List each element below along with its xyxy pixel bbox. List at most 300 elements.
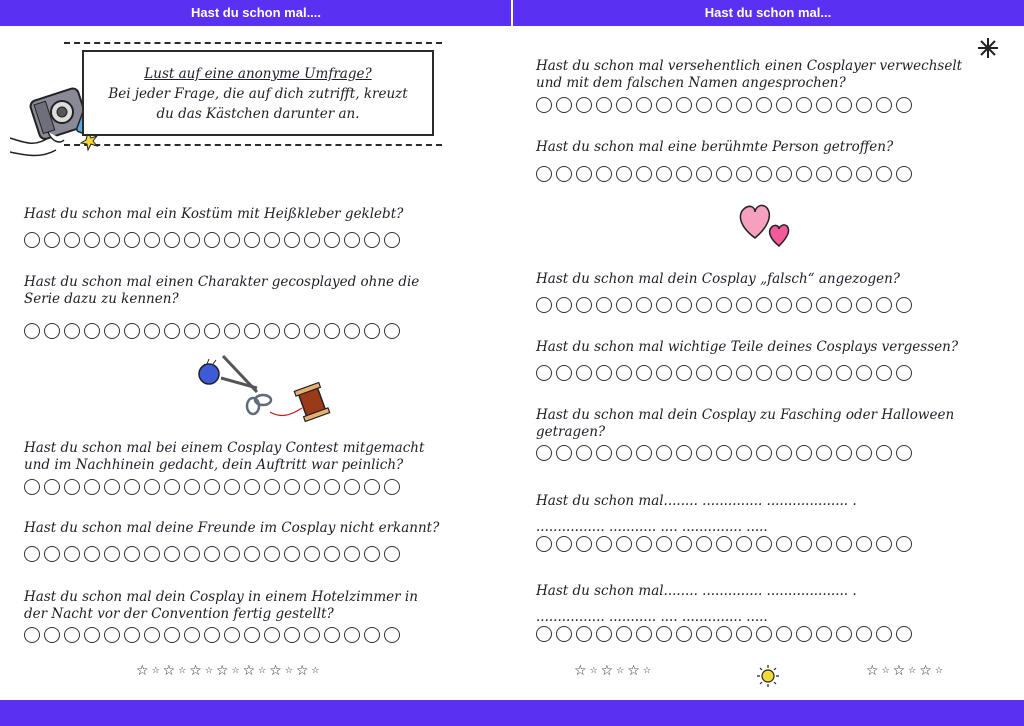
question-text: ................ ........... .... .............. .....	[536, 519, 768, 535]
answer-checkbox[interactable]	[324, 479, 340, 495]
answer-checkbox[interactable]	[244, 546, 260, 562]
answer-checkbox[interactable]	[896, 365, 912, 381]
answer-checkbox[interactable]	[656, 626, 672, 642]
answer-checkbox[interactable]	[384, 323, 400, 339]
answer-checkbox[interactable]	[384, 546, 400, 562]
answer-checkbox[interactable]	[364, 479, 380, 495]
answer-checkbox[interactable]	[204, 546, 220, 562]
answer-checkbox[interactable]	[44, 546, 60, 562]
question-text: getragen?	[536, 424, 606, 440]
right-page-title: Hast du schon mal...	[704, 5, 832, 20]
answer-checkbox[interactable]	[796, 365, 812, 381]
intro-line-1: Bei jeder Frage, die auf dich zutrifft, kreuzt	[108, 86, 408, 102]
star-icon: ☆	[136, 663, 149, 679]
answer-checkbox[interactable]	[676, 536, 692, 552]
answer-checkbox[interactable]	[24, 232, 40, 248]
answer-checkbox[interactable]	[576, 626, 592, 642]
answer-checkbox[interactable]	[64, 479, 80, 495]
answer-checkbox[interactable]	[536, 626, 552, 642]
answer-checkbox[interactable]	[24, 323, 40, 339]
answer-checkbox[interactable]	[124, 323, 140, 339]
answer-checkbox[interactable]	[776, 365, 792, 381]
answer-checkbox[interactable]	[636, 365, 652, 381]
answer-checkbox[interactable]	[776, 626, 792, 642]
answer-checkbox[interactable]	[284, 479, 300, 495]
answer-checkbox[interactable]	[224, 627, 240, 643]
answer-checkbox[interactable]	[836, 297, 852, 313]
answer-checkbox[interactable]	[596, 166, 612, 182]
answer-checkbox[interactable]	[224, 546, 240, 562]
answer-checkbox[interactable]	[124, 546, 140, 562]
answer-checkbox[interactable]	[896, 626, 912, 642]
answer-checkbox[interactable]	[596, 365, 612, 381]
question-left-5	[24, 589, 418, 623]
answer-checkbox[interactable]	[716, 626, 732, 642]
answer-checkbox[interactable]	[716, 536, 732, 552]
answer-checkbox[interactable]	[816, 297, 832, 313]
question-text: Hast du schon mal dein Cosplay in einem Hotelzimmer in	[24, 589, 418, 605]
answer-checkbox[interactable]	[836, 97, 852, 113]
answer-checkbox[interactable]	[756, 297, 772, 313]
intro-title: Lust auf eine anonyme Umfrage?	[144, 66, 372, 82]
answer-checkbox[interactable]	[816, 445, 832, 461]
star-row-right-2	[866, 664, 943, 678]
answer-checkbox[interactable]	[284, 232, 300, 248]
answer-checkbox[interactable]	[596, 297, 612, 313]
answer-checkbox[interactable]	[84, 627, 100, 643]
answer-checkbox[interactable]	[576, 297, 592, 313]
answer-checkbox[interactable]	[856, 536, 872, 552]
answer-checkbox[interactable]	[84, 479, 100, 495]
answer-checkbox[interactable]	[84, 546, 100, 562]
answer-checkbox[interactable]	[736, 365, 752, 381]
answer-checkbox[interactable]	[224, 232, 240, 248]
answer-checkbox[interactable]	[656, 166, 672, 182]
answer-checkbox[interactable]	[596, 536, 612, 552]
answer-checkbox[interactable]	[384, 232, 400, 248]
answer-checkbox[interactable]	[24, 479, 40, 495]
answer-checkbox[interactable]	[184, 479, 200, 495]
answer-checkbox[interactable]	[184, 232, 200, 248]
answer-checkbox[interactable]	[636, 445, 652, 461]
answer-checkbox[interactable]	[896, 536, 912, 552]
answer-checkbox[interactable]	[44, 627, 60, 643]
answer-checkbox[interactable]	[364, 546, 380, 562]
star-icon: ☆	[881, 666, 890, 676]
star-icon: ☆	[151, 666, 160, 676]
answer-checkbox[interactable]	[124, 232, 140, 248]
answer-checkbox[interactable]	[384, 627, 400, 643]
answer-checkbox[interactable]	[184, 546, 200, 562]
answer-checkbox[interactable]	[796, 536, 812, 552]
answer-checkbox[interactable]	[304, 627, 320, 643]
star-icon: ☆	[311, 666, 320, 676]
answer-checkbox[interactable]	[796, 297, 812, 313]
answer-checkbox[interactable]	[636, 166, 652, 182]
answer-checkbox[interactable]	[776, 97, 792, 113]
answer-checkbox[interactable]	[84, 323, 100, 339]
intro-line-2: du das Kästchen darunter an.	[156, 106, 360, 122]
answer-checkbox[interactable]	[184, 627, 200, 643]
answer-checkbox[interactable]	[84, 232, 100, 248]
answer-checkbox[interactable]	[224, 323, 240, 339]
answer-checkbox[interactable]	[384, 479, 400, 495]
answer-checkbox[interactable]	[656, 297, 672, 313]
answer-checkbox[interactable]	[244, 323, 260, 339]
answer-checkbox[interactable]	[24, 546, 40, 562]
answer-checkbox[interactable]	[364, 323, 380, 339]
star-row-left	[136, 664, 319, 678]
answer-checkbox[interactable]	[716, 365, 732, 381]
answer-checkbox[interactable]	[836, 166, 852, 182]
checkbox-row-right-3	[536, 297, 912, 313]
answer-checkbox[interactable]	[344, 479, 360, 495]
question-right-1	[536, 58, 962, 92]
answer-checkbox[interactable]	[896, 297, 912, 313]
answer-checkbox[interactable]	[616, 536, 632, 552]
answer-checkbox[interactable]	[344, 627, 360, 643]
answer-checkbox[interactable]	[576, 536, 592, 552]
question-right-7	[536, 578, 857, 630]
answer-checkbox[interactable]	[676, 97, 692, 113]
star-icon: ☆	[231, 666, 240, 676]
answer-checkbox[interactable]	[104, 546, 120, 562]
answer-checkbox[interactable]	[856, 365, 872, 381]
answer-checkbox[interactable]	[676, 297, 692, 313]
checkbox-row-right-2	[536, 166, 912, 182]
star-icon: ☆	[189, 663, 202, 679]
answer-checkbox[interactable]	[536, 365, 552, 381]
answer-checkbox[interactable]	[204, 627, 220, 643]
answer-checkbox[interactable]	[204, 232, 220, 248]
answer-checkbox[interactable]	[596, 97, 612, 113]
answer-checkbox[interactable]	[696, 365, 712, 381]
answer-checkbox[interactable]	[736, 166, 752, 182]
answer-checkbox[interactable]	[576, 445, 592, 461]
answer-checkbox[interactable]	[124, 479, 140, 495]
answer-checkbox[interactable]	[776, 536, 792, 552]
question-text: und im Nachhinein gedacht, dein Auftritt war peinlich?	[24, 457, 404, 473]
star-icon: ☆	[627, 663, 640, 679]
checkbox-row-right-4	[536, 365, 912, 381]
answer-checkbox[interactable]	[164, 546, 180, 562]
answer-checkbox[interactable]	[876, 97, 892, 113]
answer-checkbox[interactable]	[876, 536, 892, 552]
answer-checkbox[interactable]	[576, 97, 592, 113]
answer-checkbox[interactable]	[144, 479, 160, 495]
answer-checkbox[interactable]	[616, 97, 632, 113]
answer-checkbox[interactable]	[264, 546, 280, 562]
answer-checkbox[interactable]	[244, 627, 260, 643]
answer-checkbox[interactable]	[876, 166, 892, 182]
answer-checkbox[interactable]	[556, 97, 572, 113]
answer-checkbox[interactable]	[164, 479, 180, 495]
answer-checkbox[interactable]	[736, 626, 752, 642]
star-icon: ☆	[919, 663, 932, 679]
answer-checkbox[interactable]	[756, 365, 772, 381]
answer-checkbox[interactable]	[716, 97, 732, 113]
answer-checkbox[interactable]	[836, 536, 852, 552]
sparkle-icon	[976, 36, 1000, 60]
question-text: und mit dem falschen Namen angesprochen?	[536, 75, 846, 91]
answer-checkbox[interactable]	[636, 97, 652, 113]
answer-checkbox[interactable]	[576, 365, 592, 381]
answer-checkbox[interactable]	[144, 627, 160, 643]
answer-checkbox[interactable]	[736, 445, 752, 461]
answer-checkbox[interactable]	[104, 479, 120, 495]
star-icon: ☆	[574, 663, 587, 679]
star-icon: ☆	[162, 663, 176, 679]
answer-checkbox[interactable]	[676, 445, 692, 461]
answer-checkbox[interactable]	[696, 536, 712, 552]
answer-checkbox[interactable]	[896, 97, 912, 113]
answer-checkbox[interactable]	[756, 626, 772, 642]
answer-checkbox[interactable]	[616, 166, 632, 182]
answer-checkbox[interactable]	[796, 626, 812, 642]
answer-checkbox[interactable]	[796, 97, 812, 113]
answer-checkbox[interactable]	[616, 365, 632, 381]
answer-checkbox[interactable]	[324, 627, 340, 643]
answer-checkbox[interactable]	[556, 445, 572, 461]
answer-checkbox[interactable]	[204, 323, 220, 339]
answer-checkbox[interactable]	[836, 365, 852, 381]
star-icon: ☆	[908, 666, 917, 676]
answer-checkbox[interactable]	[24, 627, 40, 643]
checkbox-row-right-1	[536, 97, 912, 113]
answer-checkbox[interactable]	[104, 323, 120, 339]
answer-checkbox[interactable]	[856, 626, 872, 642]
answer-checkbox[interactable]	[876, 445, 892, 461]
answer-checkbox[interactable]	[304, 479, 320, 495]
answer-checkbox[interactable]	[636, 536, 652, 552]
answer-checkbox[interactable]	[536, 97, 552, 113]
answer-checkbox[interactable]	[776, 166, 792, 182]
answer-checkbox[interactable]	[344, 323, 360, 339]
left-page-title: Hast du schon mal....	[190, 5, 322, 20]
answer-checkbox[interactable]	[876, 297, 892, 313]
answer-checkbox[interactable]	[856, 97, 872, 113]
star-icon: ☆	[215, 663, 229, 679]
answer-checkbox[interactable]	[836, 445, 852, 461]
answer-checkbox[interactable]	[656, 536, 672, 552]
answer-checkbox[interactable]	[856, 166, 872, 182]
question-text: Hast du schon mal bei einem Cosplay Contest mitgemacht	[24, 440, 425, 456]
answer-checkbox[interactable]	[736, 97, 752, 113]
answer-checkbox[interactable]	[816, 626, 832, 642]
question-text: Serie dazu zu kennen?	[24, 291, 179, 307]
answer-checkbox[interactable]	[616, 626, 632, 642]
answer-checkbox[interactable]	[796, 445, 812, 461]
answer-checkbox[interactable]	[324, 323, 340, 339]
answer-checkbox[interactable]	[776, 297, 792, 313]
question-text: Hast du schon mal wichtige Teile deines Cosplays vergessen?	[536, 339, 959, 355]
answer-checkbox[interactable]	[756, 97, 772, 113]
hearts-icon	[735, 200, 801, 250]
star-icon: ☆	[242, 663, 256, 679]
answer-checkbox[interactable]	[304, 546, 320, 562]
answer-checkbox[interactable]	[264, 627, 280, 643]
question-right-6	[536, 488, 857, 540]
answer-checkbox[interactable]	[556, 536, 572, 552]
question-text: Hast du schon mal einen Charakter gecosplayed ohne die	[24, 274, 420, 290]
question-left-4	[24, 520, 439, 537]
checkbox-row-left-2	[24, 323, 400, 339]
question-text: ................ ........... .... .............. .....	[536, 609, 768, 625]
answer-checkbox[interactable]	[44, 479, 60, 495]
star-icon: ☆	[295, 663, 309, 679]
answer-checkbox[interactable]	[164, 323, 180, 339]
answer-checkbox[interactable]	[816, 365, 832, 381]
checkbox-row-right-5	[536, 445, 912, 461]
question-right-2	[536, 139, 893, 156]
answer-checkbox[interactable]	[796, 166, 812, 182]
answer-checkbox[interactable]	[104, 627, 120, 643]
answer-checkbox[interactable]	[736, 297, 752, 313]
star-icon: ☆	[178, 666, 187, 676]
answer-checkbox[interactable]	[536, 166, 552, 182]
answer-checkbox[interactable]	[896, 445, 912, 461]
question-right-3	[536, 271, 900, 288]
answer-checkbox[interactable]	[244, 232, 260, 248]
answer-checkbox[interactable]	[876, 365, 892, 381]
answer-checkbox[interactable]	[756, 445, 772, 461]
intro-box	[82, 50, 434, 136]
question-left-1	[24, 206, 403, 223]
answer-checkbox[interactable]	[184, 323, 200, 339]
answer-checkbox[interactable]	[636, 297, 652, 313]
question-text: Hast du schon mal........ .............. ................... .	[536, 583, 857, 599]
answer-checkbox[interactable]	[656, 97, 672, 113]
answer-checkbox[interactable]	[124, 627, 140, 643]
answer-checkbox[interactable]	[64, 627, 80, 643]
answer-checkbox[interactable]	[696, 445, 712, 461]
answer-checkbox[interactable]	[756, 536, 772, 552]
answer-checkbox[interactable]	[364, 627, 380, 643]
answer-checkbox[interactable]	[616, 445, 632, 461]
answer-checkbox[interactable]	[556, 365, 572, 381]
answer-checkbox[interactable]	[64, 232, 80, 248]
answer-checkbox[interactable]	[836, 626, 852, 642]
answer-checkbox[interactable]	[556, 297, 572, 313]
answer-checkbox[interactable]	[224, 479, 240, 495]
answer-checkbox[interactable]	[696, 97, 712, 113]
answer-checkbox[interactable]	[596, 445, 612, 461]
answer-checkbox[interactable]	[676, 626, 692, 642]
answer-checkbox[interactable]	[596, 626, 612, 642]
answer-checkbox[interactable]	[716, 166, 732, 182]
answer-checkbox[interactable]	[344, 232, 360, 248]
checkbox-row-left-1	[24, 232, 400, 248]
answer-checkbox[interactable]	[636, 626, 652, 642]
star-icon: ☆	[269, 663, 282, 679]
answer-checkbox[interactable]	[576, 166, 592, 182]
answer-checkbox[interactable]	[876, 626, 892, 642]
answer-checkbox[interactable]	[896, 166, 912, 182]
answer-checkbox[interactable]	[736, 536, 752, 552]
answer-checkbox[interactable]	[244, 479, 260, 495]
answer-checkbox[interactable]	[616, 297, 632, 313]
answer-checkbox[interactable]	[304, 232, 320, 248]
checkbox-row-left-3	[24, 479, 400, 495]
answer-checkbox[interactable]	[264, 479, 280, 495]
answer-checkbox[interactable]	[856, 445, 872, 461]
answer-checkbox[interactable]	[716, 297, 732, 313]
answer-checkbox[interactable]	[656, 365, 672, 381]
answer-checkbox[interactable]	[324, 232, 340, 248]
answer-checkbox[interactable]	[284, 627, 300, 643]
star-icon: ☆	[934, 666, 943, 676]
answer-checkbox[interactable]	[816, 97, 832, 113]
answer-checkbox[interactable]	[204, 479, 220, 495]
answer-checkbox[interactable]	[536, 445, 552, 461]
answer-checkbox[interactable]	[816, 536, 832, 552]
answer-checkbox[interactable]	[324, 546, 340, 562]
answer-checkbox[interactable]	[716, 445, 732, 461]
answer-checkbox[interactable]	[144, 323, 160, 339]
answer-checkbox[interactable]	[364, 232, 380, 248]
question-text: Hast du schon mal eine berühmte Person getroffen?	[536, 139, 894, 155]
answer-checkbox[interactable]	[64, 323, 80, 339]
answer-checkbox[interactable]	[536, 536, 552, 552]
question-text: Hast du schon mal versehentlich einen Cosplayer verwechselt	[536, 58, 963, 74]
answer-checkbox[interactable]	[344, 546, 360, 562]
answer-checkbox[interactable]	[856, 297, 872, 313]
star-row-right-1	[574, 664, 651, 678]
star-icon: ☆	[589, 666, 598, 676]
answer-checkbox[interactable]	[144, 546, 160, 562]
answer-checkbox[interactable]	[284, 323, 300, 339]
star-icon: ☆	[204, 666, 213, 676]
sun-icon	[756, 664, 780, 688]
question-text: Hast du schon mal dein Cosplay zu Fasching oder Halloween	[536, 407, 955, 423]
star-icon: ☆	[892, 663, 906, 679]
answer-checkbox[interactable]	[144, 232, 160, 248]
answer-checkbox[interactable]	[104, 232, 120, 248]
answer-checkbox[interactable]	[696, 166, 712, 182]
star-icon: ☆	[284, 666, 293, 676]
answer-checkbox[interactable]	[304, 323, 320, 339]
answer-checkbox[interactable]	[44, 323, 60, 339]
bottom-bar	[0, 700, 1024, 726]
answer-checkbox[interactable]	[756, 166, 772, 182]
checkbox-row-left-4	[24, 546, 400, 562]
answer-checkbox[interactable]	[164, 232, 180, 248]
answer-checkbox[interactable]	[164, 627, 180, 643]
answer-checkbox[interactable]	[776, 445, 792, 461]
answer-checkbox[interactable]	[536, 297, 552, 313]
answer-checkbox[interactable]	[264, 323, 280, 339]
answer-checkbox[interactable]	[64, 546, 80, 562]
question-left-3	[24, 440, 424, 474]
question-text: Hast du schon mal ein Kostüm mit Heißkleber geklebt?	[24, 206, 404, 222]
answer-checkbox[interactable]	[656, 445, 672, 461]
answer-checkbox[interactable]	[696, 297, 712, 313]
question-text: Hast du schon mal dein Cosplay „falsch“ angezogen?	[536, 271, 901, 287]
answer-checkbox[interactable]	[676, 166, 692, 182]
answer-checkbox[interactable]	[556, 626, 572, 642]
answer-checkbox[interactable]	[816, 166, 832, 182]
star-icon: ☆	[258, 666, 267, 676]
answer-checkbox[interactable]	[556, 166, 572, 182]
star-icon: ☆	[616, 666, 625, 676]
checkbox-row-right-7	[536, 626, 912, 642]
star-icon: ☆	[600, 663, 614, 679]
answer-checkbox[interactable]	[44, 232, 60, 248]
answer-checkbox[interactable]	[676, 365, 692, 381]
answer-checkbox[interactable]	[264, 232, 280, 248]
answer-checkbox[interactable]	[696, 626, 712, 642]
answer-checkbox[interactable]	[284, 546, 300, 562]
